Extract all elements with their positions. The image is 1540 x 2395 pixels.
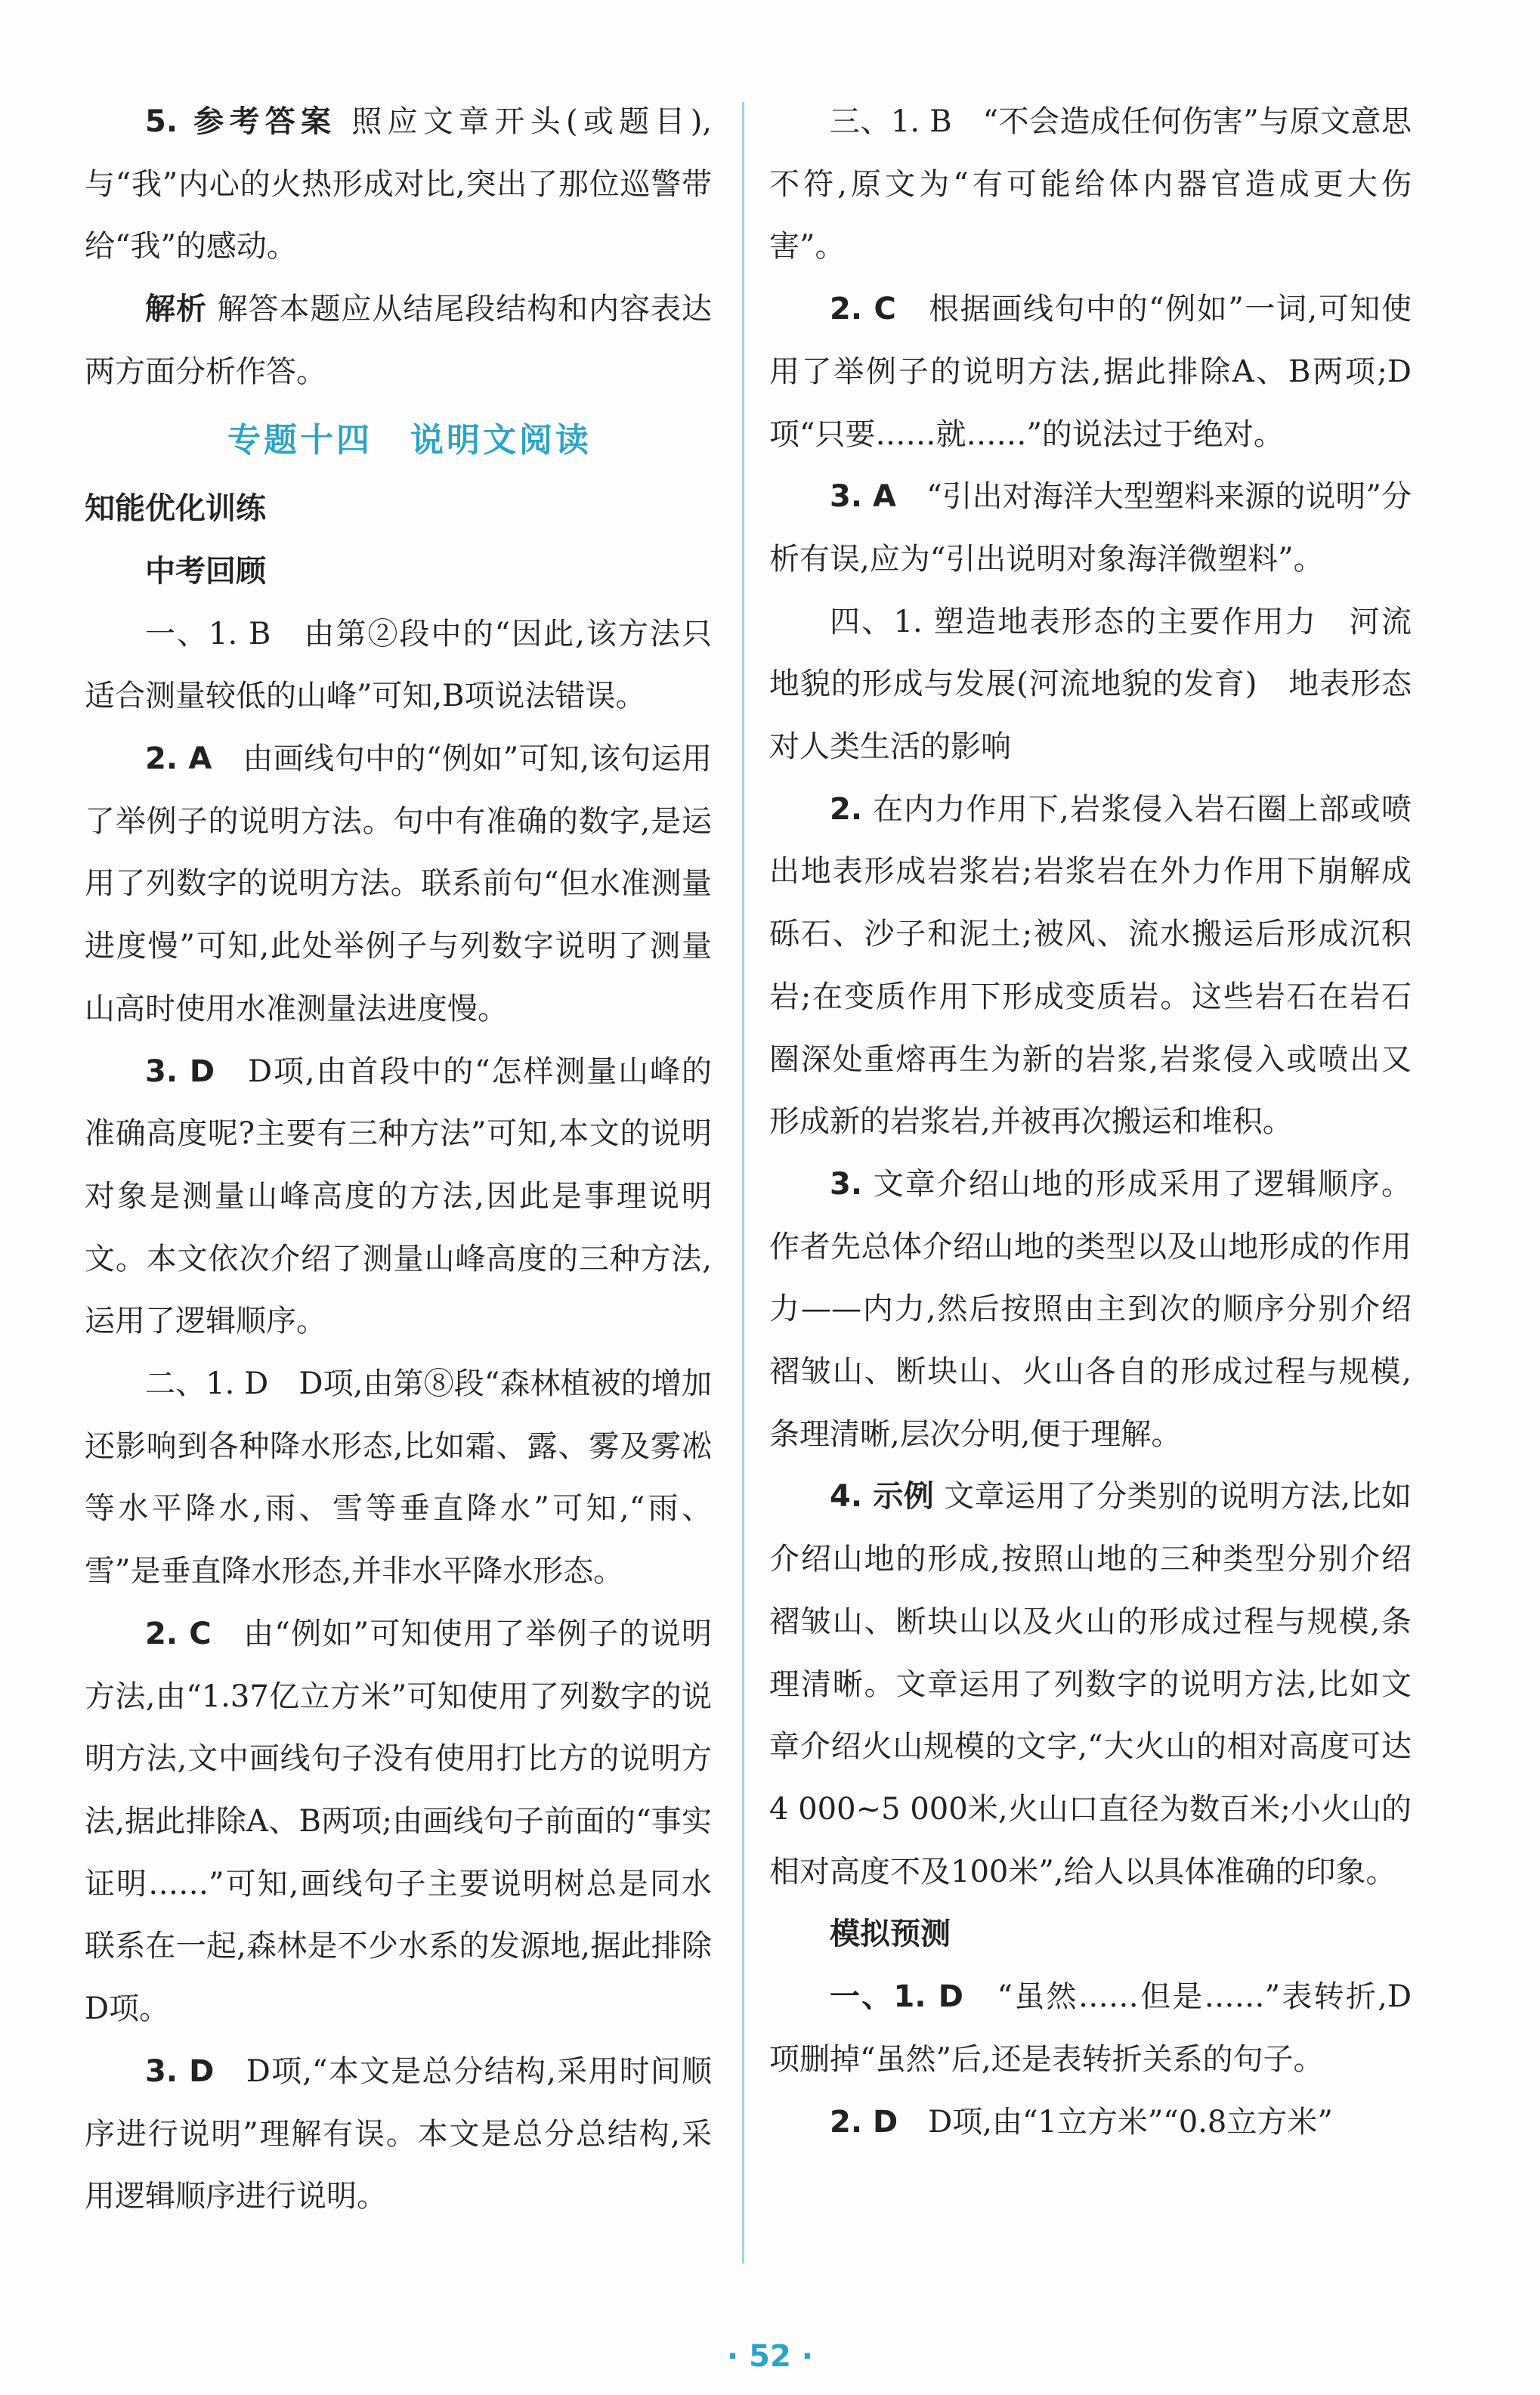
subsection-heading-2: 模拟预测 [830, 1917, 951, 1952]
answer-label: 3. D [145, 1054, 215, 1089]
left-column [85, 91, 712, 2228]
answer-label: 2. A [145, 741, 212, 777]
answer-label: 3. A [830, 479, 896, 515]
answer-text: 文章介绍山地的形成采用了逻辑顺序。作者先总体介绍山地的类型以及山地形成的作用力——内力,然后按照由主到次的顺序分别介绍褶皱山、断块山、火山各自的形成过程与规模,条理清晰,层次分明,便于理解。 [769, 1166, 1412, 1452]
answer-text: D项,“本文是总分结构,采用时间顺序进行说明”理解有误。本文是总分总结构,采用逻辑顺序进行说明。 [85, 2053, 712, 2214]
answer-2-1: 二、1. D D项,由第⑧段“森林植被的增加还影响到各种降水形态,比如霜、露、雾及雾凇等水平降水,雨、雪等垂直降水”可知,“雨、雪”是垂直降水形态,并非水平降水形态。 [85, 1366, 712, 1589]
answer-label: 2. C [830, 292, 896, 327]
answer-5-label: 5. 参考答案 [145, 104, 337, 139]
page-number: · 52 · [727, 2339, 813, 2374]
analysis-text: 解答本题应从结尾段结构和内容表达两方面分析作答。 [85, 292, 712, 389]
right-column [769, 91, 1412, 2153]
answer-4-4 [769, 1465, 1412, 1903]
topic-title [85, 410, 712, 472]
subsection-heading: 中考回顾 [145, 553, 266, 589]
answer-4-1: 四、1. 塑造地表形态的主要作用力 河流地貌的形成与发展(河流地貌的发育) 地表形态对人类生活的影响 [769, 604, 1412, 765]
answer-text: 根据画线句中的“例如”一词,可知使用了举例子的说明方法,据此排除A、B两项;D项“只要……就……”的说法过于绝对。 [769, 292, 1412, 452]
analysis-5 [85, 278, 712, 403]
answer-3-1: 三、1. B “不会造成任何伤害”与原文意思不符,原文为“有可能给体内器官造成更大伤害”。 [769, 104, 1412, 265]
mock-answer-1-2 [769, 2091, 1412, 2154]
answer-label: 2. C [145, 1616, 212, 1651]
answer-2-2 [85, 1603, 712, 2041]
answer-1-1: 一、1. B 由第②段中的“因此,该方法只适合测量较低的山峰”可知,B项说法错误。 [85, 616, 712, 714]
mock-answer-1-1 [769, 1966, 1412, 2090]
answer-1-2 [85, 728, 712, 1041]
answer-1-3 [85, 1041, 712, 1354]
answer-label: 3. D [145, 2053, 215, 2089]
column-divider [742, 102, 744, 2263]
answer-label: 2. [830, 791, 863, 827]
answer-label: 一、1. D [830, 1979, 963, 2015]
answer-label: 3. [830, 1166, 863, 1202]
section-heading: 知能优化训练 [85, 491, 266, 527]
answer-text: 由画线句中的“例如”可知,该句运用了举例子的说明方法。句中有准确的数字,是运用了列数字的说明方法。联系前句“但水准测量进度慢”可知,此处举例子与列数字说明了测量山高时使用水准测量法进度慢。 [85, 741, 712, 1026]
answer-5 [85, 91, 712, 278]
answer-text: D项,由首段中的“怎样测量山峰的准确高度呢?主要有三种方法”可知,本文的说明对象是测量山峰高度的方法,因此是事理说明文。本文依次介绍了测量山峰高度的三种方法,运用了逻辑顺序。 [85, 1054, 713, 1339]
analysis-label: 解析 [145, 292, 207, 327]
answer-label: 4. 示例 [830, 1479, 935, 1515]
answer-4-2 [769, 778, 1412, 1153]
answer-text: “虽然……但是……”表转折,D项删掉“虽然”后,还是表转折关系的句子。 [769, 1979, 1412, 2077]
answer-text: 由“例如”可知使用了举例子的说明方法,由“1.37亿立方米”可知使用了列数字的说明方法,文中画线句子没有使用打比方的说明方法,据此排除A、B两项;由画线句子前面的“事实证明……”可知,画线句子主要说明树总是同水联系在一起,森林是不少水系的发源地,据此排除D项。 [85, 1616, 712, 2027]
answer-5-text: 照应文章开头(或题目),与“我”内心的火热形成对比,突出了那位巡警带给“我”的感动。 [85, 104, 713, 265]
answer-text: “引出对海洋大型塑料来源的说明”分析有误,应为“引出说明对象海洋微塑料”。 [769, 479, 1412, 577]
answer-3-3 [769, 466, 1412, 590]
answer-3-2 [769, 278, 1412, 466]
answer-2-3 [85, 2041, 712, 2228]
topic-name: 说明文阅读 [410, 420, 592, 460]
answer-text: D项,由“1立方米”“0.8立方米” [898, 2104, 1333, 2140]
answer-4-3 [769, 1153, 1412, 1466]
answer-text: 文章运用了分类别的说明方法,比如介绍山地的形成,按照山地的三种类型分别介绍褶皱山、断块山以及火山的形成过程与规模,条理清晰。文章运用了列数字的说明方法,比如文章介绍火山规模的文字,“大火山的相对高度可达4 000~5 000米,火山口直径为数百米;小火山的相对高度不及100米”,给人以具体准确的印象。 [769, 1479, 1412, 1889]
answer-label: 2. D [830, 2104, 898, 2140]
answer-text: 在内力作用下,岩浆侵入岩石圈上部或喷出地表形成岩浆岩;岩浆岩在外力作用下崩解成砾石、沙子和泥土;被风、流水搬运后形成沉积岩;在变质作用下形成变质岩。这些岩石在岩石圈深处重熔再生为新的岩浆,岩浆侵入或喷出又形成新的岩浆岩,并被再次搬运和堆积。 [769, 791, 1412, 1140]
topic-number: 专题十四 [227, 420, 373, 460]
